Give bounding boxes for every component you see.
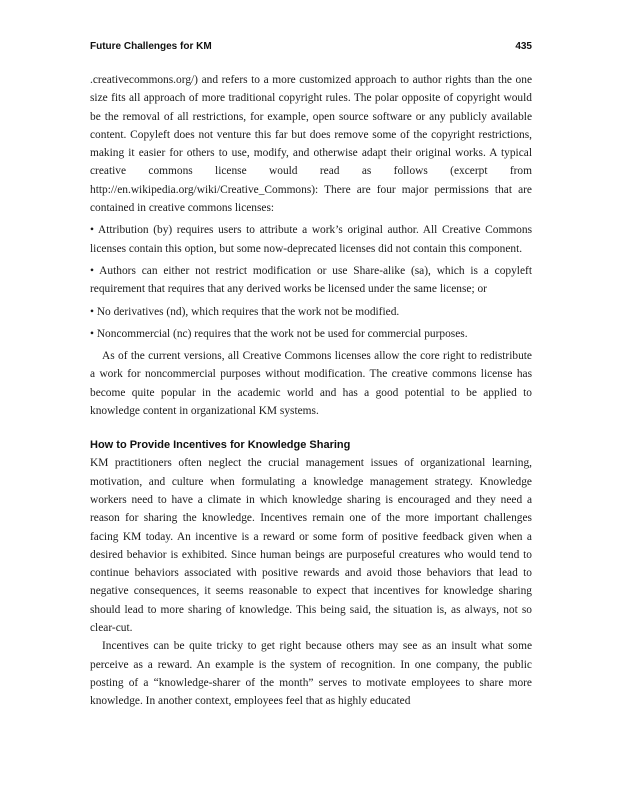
bullet-no-derivatives: • No derivatives (nd), which requires that the work not be modified.: [90, 305, 400, 318]
bullet-noncommercial: • Noncommercial (nc) requires that the work not be used for commercial purposes.: [90, 327, 468, 340]
paragraph-tricky-incentives: Incentives can be quite tricky to get right because others may see as an insult what some perceive as a reward. An example is the system of recognition. In one company, the public posting of a “knowledge-sharer of the month” serves to motivate employees to share more knowledge. In another context, employees feel that as highly educated: [90, 640, 532, 708]
running-head: [90, 41, 532, 55]
section-heading: How to Provide Incentives for Knowledge Sharing: [90, 439, 351, 452]
bullet-share-alike: • Authors can either not restrict modification or use Share-alike (sa), which is a copyleft requirement that requires that any derived works be licensed under the same license; or: [90, 264, 532, 296]
paragraph-current-versions: As of the current versions, all Creative Commons licenses allow the core right to redistribute a work for noncommercial purposes without modification. The creative commons license has become quite popular in the academic world and has a good potential to be applied to knowledge content in organizational KM systems.: [90, 350, 532, 418]
bullet-attribution: • Attribution (by) requires users to attribute a work’s original author. All Creative Commons licenses contain this option, but some now-deprecated licenses did not contain this component.: [90, 224, 532, 255]
paragraph-creative-commons: .creativecommons.org/) and refers to a more customized approach to author rights than the one size fits all approach of more traditional copyright rules. The polar opposite of copyright would be the removal of all restrictions, for example, open source software or any publicly available content. Copyleft does not venture this far but does remove some of the copyright restrictions, making it easier for others to use, modify, and otherwise adapt their original works. A typical creative commons license would read as follows (excerpt from http://en.wikipedia.org/wiki/Creative_Commons): There are four major permissions that are contained in creative commons licenses:: [90, 74, 532, 215]
paragraph-incentives: KM practitioners often neglect the crucial management issues of organizational learning, motivation, and culture when formulating a knowledge management strategy. Knowledge workers need to have a climate in which knowledge sharing is encouraged and they need a reason for sharing the knowledge. Incentives remain one of the more important challenges facing KM today. An incentive is a reward or some form of positive feedback given when a desired behavior is exhibited. Since human beings are purposeful creatures who would tend to continue behaviors associated with positive rewards and avoid those behaviors that lead to negative consequences, it seems reasonable to expect that incentives for knowledge sharing should lead to more sharing of knowledge. This being said, the situation is, as always, not so clear-cut.: [90, 457, 532, 635]
body-text: [90, 71, 532, 711]
page-number: 435: [515, 41, 532, 52]
running-title: Future Challenges for KM: [90, 41, 212, 52]
